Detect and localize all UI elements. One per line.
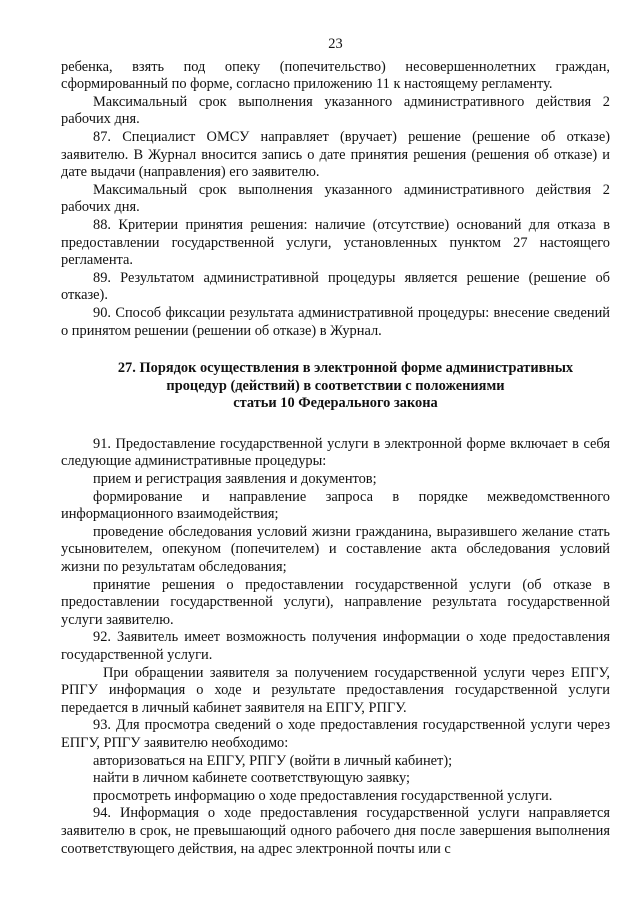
list-item: просмотреть информацию о ходе предоставления государственной услуги. bbox=[93, 787, 553, 804]
document-page bbox=[61, 36, 610, 858]
page-number: 23 bbox=[328, 36, 343, 52]
list-item: принятие решения о предоставлении государственной услуги (об отказе в предоставлении государственной услуги), направление результата государственной услуги заявителю. bbox=[61, 576, 610, 628]
paragraph: Максимальный срок выполнения указанного административного действия 2 рабочих дня. bbox=[61, 181, 610, 216]
paragraphs-before bbox=[61, 59, 610, 341]
paragraph: ребенка, взять под опеку (попечительство) несовершеннолетних граждан, сформированный по форме, согласно приложению 11 к настоящему регламенту. bbox=[61, 58, 610, 93]
paragraph: 93. Для просмотра сведений о ходе предоставления государственной услуги через ЕПГУ, РПГУ заявителю необходимо: bbox=[61, 717, 610, 751]
paragraph: 92. Заявитель имеет возможность получения информации о ходе предоставления государственной услуги. bbox=[61, 629, 610, 663]
paragraph: 91. Предоставление государственной услуги в электронной форме включает в себя следующие административные процедуры: bbox=[61, 435, 610, 470]
paragraph: 88. Критерии принятия решения: наличие (отсутствие) оснований для отказа в предоставлении государственной услуги, установленных пунктом 27 настоящего регламента. bbox=[61, 216, 610, 269]
section-heading bbox=[61, 360, 610, 413]
list-item: формирование и направление запроса в порядке межведомственного информационного взаимодействия; bbox=[61, 488, 610, 523]
paragraph: Максимальный срок выполнения указанного административного действия 2 рабочих дня. bbox=[61, 93, 610, 128]
section-heading-line: процедур (действий) в соответствии с положениями bbox=[166, 377, 505, 394]
list-item: проведение обследования условий жизни гражданина, выразившего желание стать усыновителем, опекуном (попечителем) и составление акта обследования условий жизни по результатам обследования; bbox=[61, 523, 610, 576]
section-heading-line: статьи 10 Федерального закона bbox=[233, 395, 438, 412]
paragraphs-after bbox=[61, 436, 610, 858]
paragraph: 87. Специалист ОМСУ направляет (вручает) решение (решение об отказе) заявителю. В Журнал вносится запись о дате принятия решения (решения об отказе) и дате выдачи (направления) его заявителю. bbox=[61, 128, 610, 181]
list-item: прием и регистрация заявления и документов; bbox=[93, 471, 377, 488]
list-item: найти в личном кабинете соответствующую заявку; bbox=[93, 770, 411, 787]
paragraph: 94. Информация о ходе предоставления государственной услуги направляется заявителю в срок, не превышающий одного рабочего дня после завершения выполнения соответствующего действия, на адрес электронной почты или с bbox=[61, 805, 610, 857]
paragraph: 90. Способ фиксации результата административной процедуры: внесение сведений о принятом решении (решении об отказе) в Журнал. bbox=[61, 304, 610, 339]
list-item: авторизоваться на ЕПГУ, РПГУ (войти в личный кабинет); bbox=[93, 752, 453, 769]
paragraph: 89. Результатом административной процедуры является решение (решение об отказе). bbox=[61, 269, 610, 304]
section-heading-line: 27. Порядок осуществления в электронной форме административных bbox=[117, 360, 574, 377]
paragraph: При обращении заявителя за получением государственной услуги через ЕПГУ, РПГУ информация о ходе и результате предоставления государственной услуги передается в личный кабинет заявителя на ЕПГУ, РПГУ. bbox=[61, 664, 610, 716]
